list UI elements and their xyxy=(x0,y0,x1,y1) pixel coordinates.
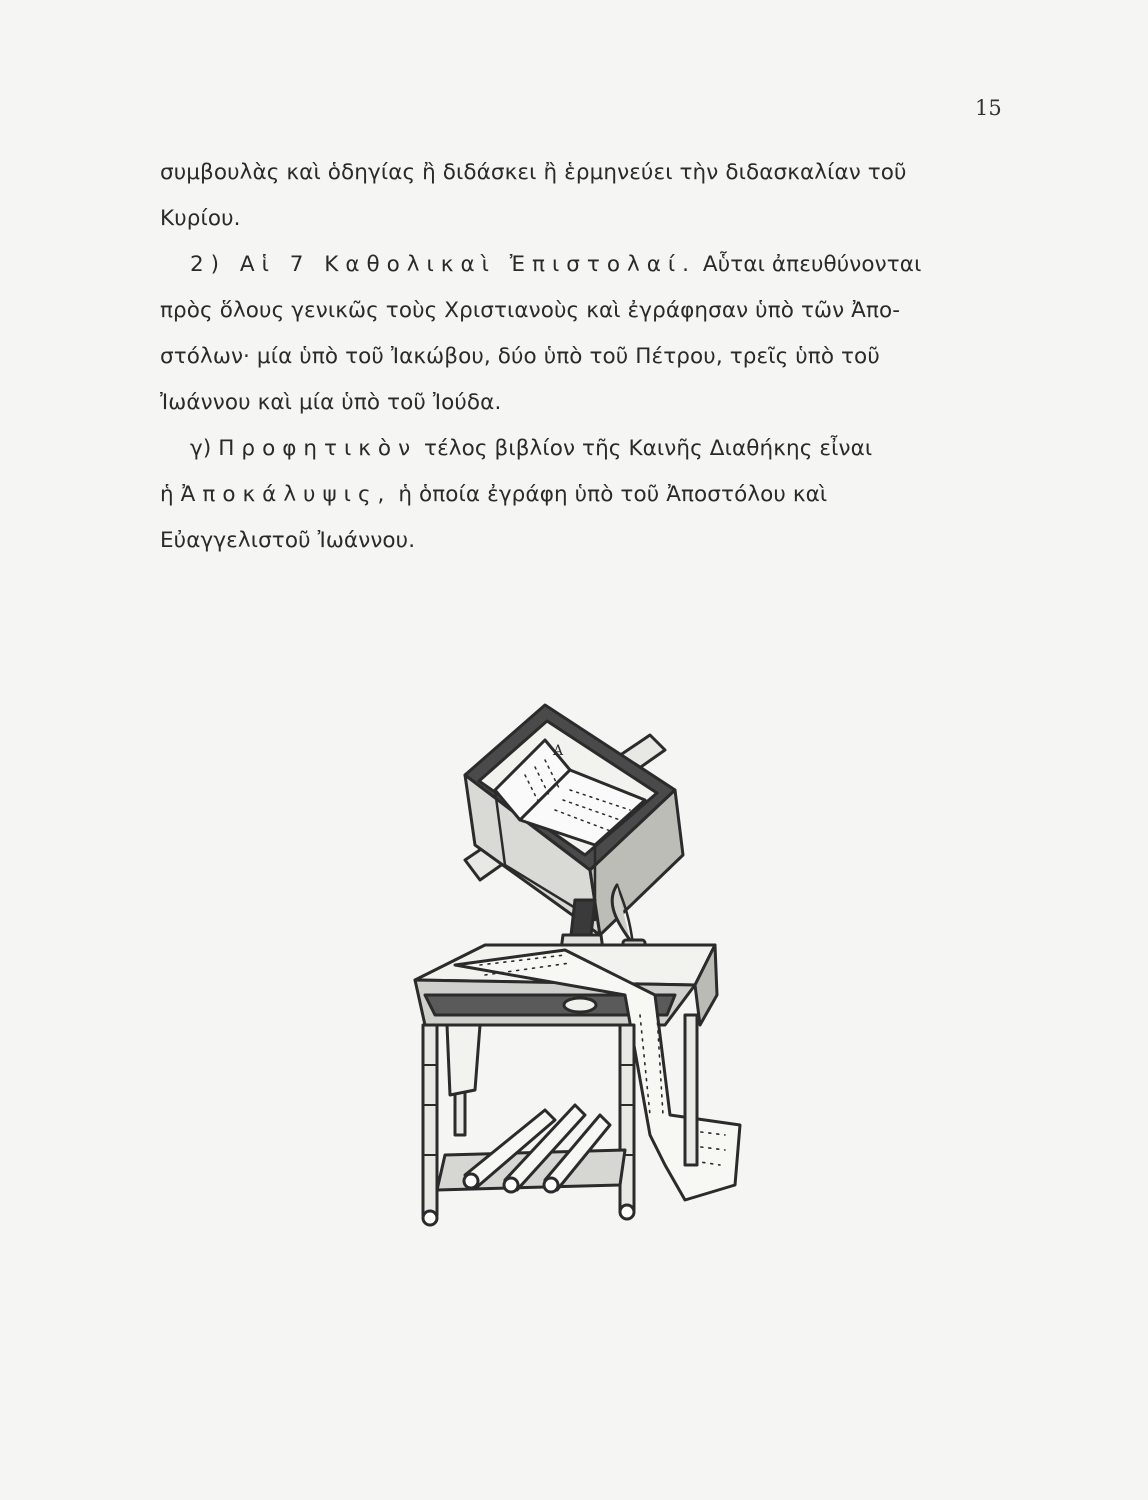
text-line xyxy=(160,242,1020,288)
text-segment: ἡ xyxy=(160,482,181,507)
section-heading: Προφητικὸν xyxy=(218,436,418,461)
page-number: 15 xyxy=(975,96,1002,120)
text-line xyxy=(160,426,1020,472)
section-heading: 2) Αἱ 7 Καθολικαὶ Ἐπιστολαί. xyxy=(190,252,696,277)
text-line: συμβουλὰς καὶ ὁδηγίας ἢ διδάσκει ἢ ἑρμηνεύει τὴν διδασκαλίαν τοῦ xyxy=(160,160,907,185)
text-line: πρὸς ὅλους γενικῶς τοὺς Χριστιανοὺς καὶ ἐγράφησαν ὑπὸ τῶν Ἀπο- xyxy=(160,298,901,323)
text-line: Εὐαγγελιστοῦ Ἰωάννου. xyxy=(160,528,416,553)
text-line: στόλων· μία ὑπὸ τοῦ Ἰακώβου, δύο ὑπὸ τοῦ Πέτρου, τρεῖς ὑπὸ τοῦ xyxy=(160,344,880,369)
text-segment: Αὗται ἀπευθύνονται xyxy=(696,252,922,277)
lectern-desk-illustration xyxy=(395,695,795,1260)
text-segment: τέλος βιβλίον τῆς Καινῆς Διαθήκης εἶναι xyxy=(417,436,873,461)
text-segment: γ) xyxy=(190,436,219,461)
text-segment: ἡ ὁποία ἐγράφη ὑπὸ τοῦ Ἀποστόλου καὶ xyxy=(391,482,828,507)
section-heading: Ἀποκάλυψις, xyxy=(180,482,392,507)
body-text xyxy=(160,150,1020,564)
text-line: Κυρίου. xyxy=(160,206,241,231)
text-line: Ἰωάννου καὶ μία ὑπὸ τοῦ Ἰούδα. xyxy=(160,390,502,415)
text-line xyxy=(160,472,1020,518)
book-letter: Α xyxy=(553,743,564,759)
